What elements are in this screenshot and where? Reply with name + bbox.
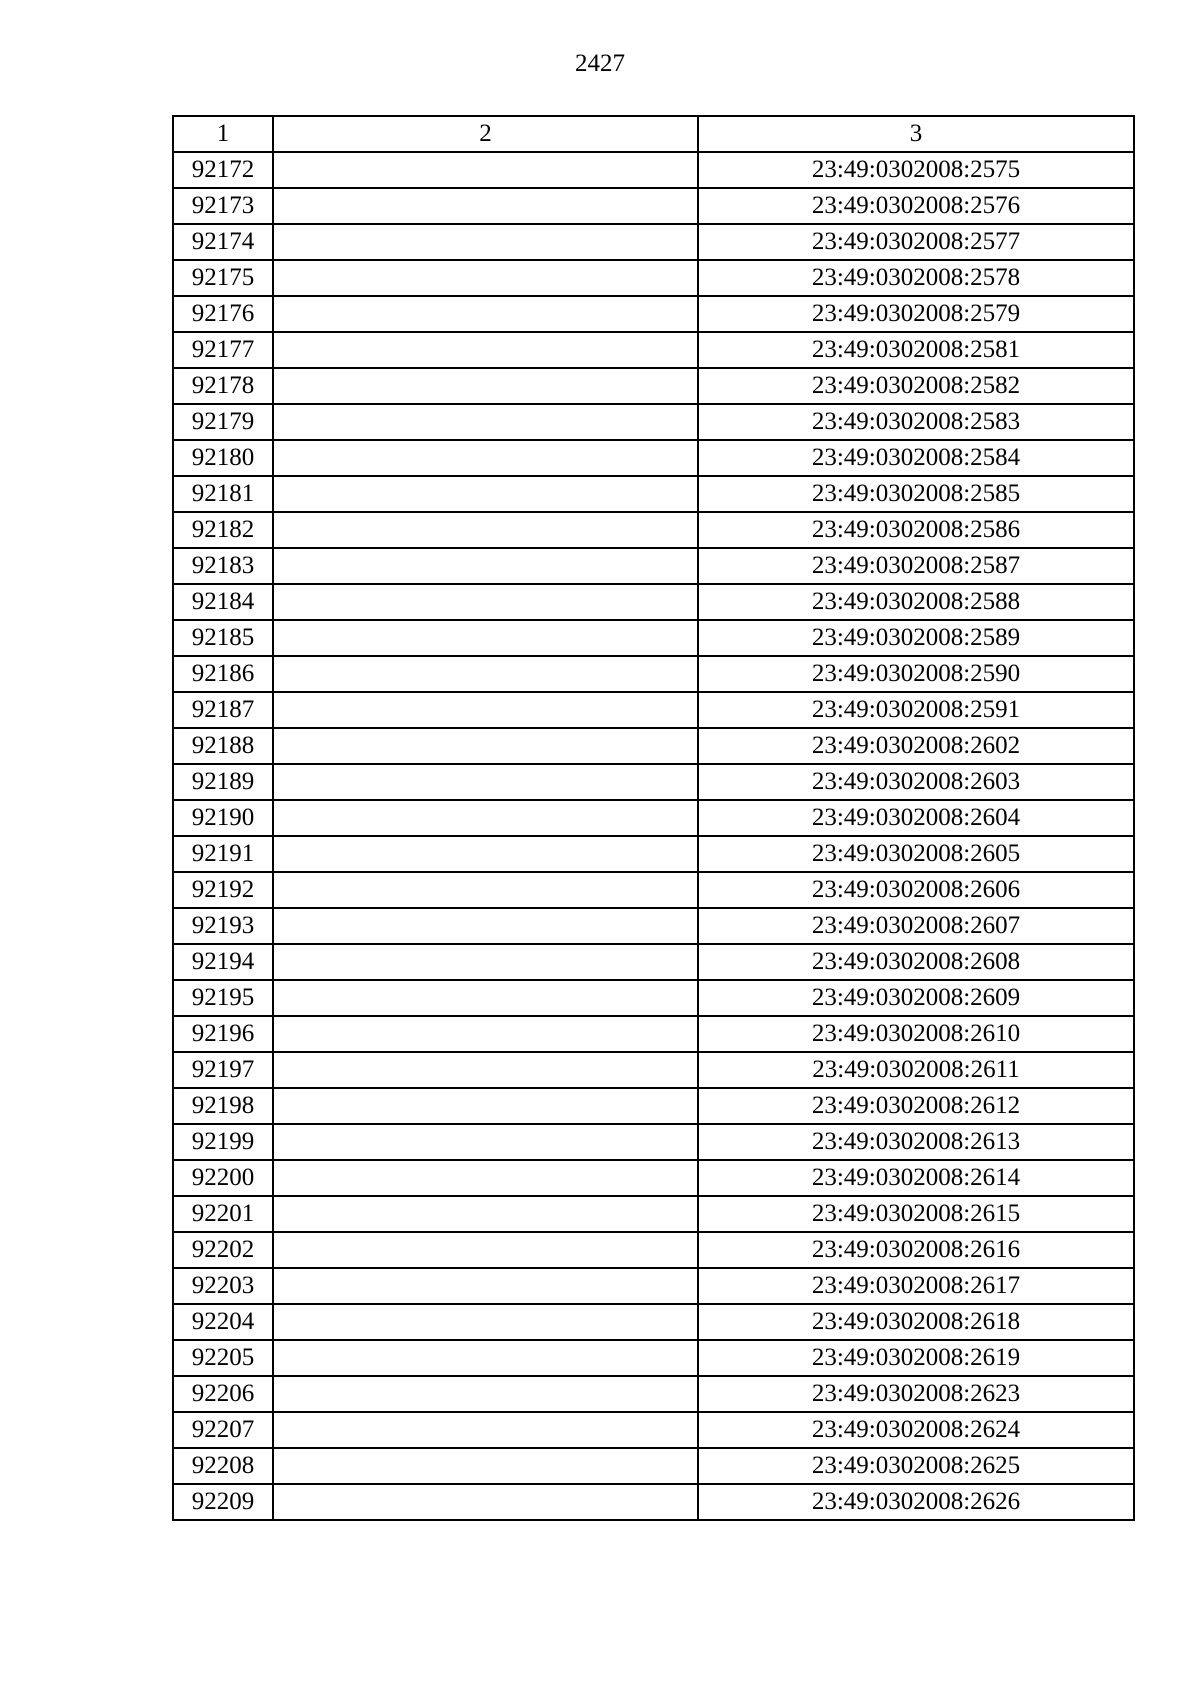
empty-cell xyxy=(273,620,698,656)
table-row xyxy=(173,764,1134,800)
row-number-cell: 92178 xyxy=(173,368,273,404)
row-number-cell: 92192 xyxy=(173,872,273,908)
empty-cell xyxy=(273,980,698,1016)
cadastral-number-cell: 23:49:0302008:2615 xyxy=(698,1196,1134,1232)
empty-cell xyxy=(273,188,698,224)
cadastral-number-cell: 23:49:0302008:2584 xyxy=(698,440,1134,476)
cadastral-number-cell: 23:49:0302008:2614 xyxy=(698,1160,1134,1196)
table-row xyxy=(173,1484,1134,1520)
cadastral-number-cell: 23:49:0302008:2591 xyxy=(698,692,1134,728)
empty-cell xyxy=(273,224,698,260)
empty-cell xyxy=(273,1124,698,1160)
row-number-cell: 92187 xyxy=(173,692,273,728)
table-row xyxy=(173,548,1134,584)
empty-cell xyxy=(273,476,698,512)
empty-cell xyxy=(273,548,698,584)
registry-table xyxy=(172,115,1135,1521)
empty-cell xyxy=(273,296,698,332)
cadastral-number-cell: 23:49:0302008:2623 xyxy=(698,1376,1134,1412)
table-row xyxy=(173,728,1134,764)
row-number-cell: 92185 xyxy=(173,620,273,656)
table-row xyxy=(173,980,1134,1016)
cadastral-number-cell: 23:49:0302008:2619 xyxy=(698,1340,1134,1376)
cadastral-number-cell: 23:49:0302008:2582 xyxy=(698,368,1134,404)
row-number-cell: 92201 xyxy=(173,1196,273,1232)
cadastral-number-cell: 23:49:0302008:2575 xyxy=(698,152,1134,188)
cadastral-number-cell: 23:49:0302008:2577 xyxy=(698,224,1134,260)
row-number-cell: 92205 xyxy=(173,1340,273,1376)
cadastral-number-cell: 23:49:0302008:2624 xyxy=(698,1412,1134,1448)
table-row xyxy=(173,1304,1134,1340)
table-row xyxy=(173,692,1134,728)
empty-cell xyxy=(273,908,698,944)
table-row xyxy=(173,1016,1134,1052)
table-row xyxy=(173,188,1134,224)
row-number-cell: 92189 xyxy=(173,764,273,800)
table-row xyxy=(173,404,1134,440)
row-number-cell: 92184 xyxy=(173,584,273,620)
row-number-cell: 92186 xyxy=(173,656,273,692)
row-number-cell: 92209 xyxy=(173,1484,273,1520)
empty-cell xyxy=(273,1412,698,1448)
empty-cell xyxy=(273,440,698,476)
empty-cell xyxy=(273,836,698,872)
table-row xyxy=(173,620,1134,656)
table-row xyxy=(173,1160,1134,1196)
row-number-cell: 92199 xyxy=(173,1124,273,1160)
cadastral-number-cell: 23:49:0302008:2587 xyxy=(698,548,1134,584)
table-row xyxy=(173,476,1134,512)
table-row xyxy=(173,908,1134,944)
table-row xyxy=(173,152,1134,188)
cadastral-number-cell: 23:49:0302008:2583 xyxy=(698,404,1134,440)
cadastral-number-cell: 23:49:0302008:2626 xyxy=(698,1484,1134,1520)
cadastral-number-cell: 23:49:0302008:2625 xyxy=(698,1448,1134,1484)
row-number-cell: 92175 xyxy=(173,260,273,296)
empty-cell xyxy=(273,512,698,548)
column-header-2: 2 xyxy=(273,116,698,152)
row-number-cell: 92200 xyxy=(173,1160,273,1196)
table-row xyxy=(173,224,1134,260)
row-number-cell: 92194 xyxy=(173,944,273,980)
row-number-cell: 92203 xyxy=(173,1268,273,1304)
cadastral-number-cell: 23:49:0302008:2605 xyxy=(698,836,1134,872)
cadastral-number-cell: 23:49:0302008:2608 xyxy=(698,944,1134,980)
row-number-cell: 92176 xyxy=(173,296,273,332)
cadastral-number-cell: 23:49:0302008:2588 xyxy=(698,584,1134,620)
row-number-cell: 92191 xyxy=(173,836,273,872)
cadastral-number-cell: 23:49:0302008:2589 xyxy=(698,620,1134,656)
empty-cell xyxy=(273,368,698,404)
cadastral-number-cell: 23:49:0302008:2576 xyxy=(698,188,1134,224)
table-row xyxy=(173,296,1134,332)
empty-cell xyxy=(273,764,698,800)
cadastral-number-cell: 23:49:0302008:2611 xyxy=(698,1052,1134,1088)
row-number-cell: 92196 xyxy=(173,1016,273,1052)
table-row xyxy=(173,1268,1134,1304)
row-number-cell: 92177 xyxy=(173,332,273,368)
empty-cell xyxy=(273,944,698,980)
table-row xyxy=(173,1124,1134,1160)
column-header-3: 3 xyxy=(698,116,1134,152)
table-row xyxy=(173,584,1134,620)
cadastral-number-cell: 23:49:0302008:2604 xyxy=(698,800,1134,836)
table-row xyxy=(173,440,1134,476)
row-number-cell: 92202 xyxy=(173,1232,273,1268)
empty-cell xyxy=(273,1016,698,1052)
column-header-1: 1 xyxy=(173,116,273,152)
cadastral-number-cell: 23:49:0302008:2609 xyxy=(698,980,1134,1016)
table-row xyxy=(173,332,1134,368)
table-row xyxy=(173,836,1134,872)
empty-cell xyxy=(273,260,698,296)
cadastral-number-cell: 23:49:0302008:2618 xyxy=(698,1304,1134,1340)
table-row xyxy=(173,260,1134,296)
empty-cell xyxy=(273,656,698,692)
empty-cell xyxy=(273,1160,698,1196)
empty-cell xyxy=(273,1484,698,1520)
cadastral-number-cell: 23:49:0302008:2586 xyxy=(698,512,1134,548)
row-number-cell: 92173 xyxy=(173,188,273,224)
table-row xyxy=(173,1232,1134,1268)
table-row xyxy=(173,1196,1134,1232)
empty-cell xyxy=(273,1340,698,1376)
empty-cell xyxy=(273,1088,698,1124)
empty-cell xyxy=(273,152,698,188)
empty-cell xyxy=(273,1196,698,1232)
row-number-cell: 92181 xyxy=(173,476,273,512)
row-number-cell: 92172 xyxy=(173,152,273,188)
table-row xyxy=(173,872,1134,908)
row-number-cell: 92183 xyxy=(173,548,273,584)
table-row xyxy=(173,1448,1134,1484)
cadastral-number-cell: 23:49:0302008:2590 xyxy=(698,656,1134,692)
cadastral-number-cell: 23:49:0302008:2602 xyxy=(698,728,1134,764)
row-number-cell: 92179 xyxy=(173,404,273,440)
page-number: 2427 xyxy=(575,50,625,77)
table-row xyxy=(173,368,1134,404)
empty-cell xyxy=(273,1268,698,1304)
row-number-cell: 92206 xyxy=(173,1376,273,1412)
cadastral-number-cell: 23:49:0302008:2616 xyxy=(698,1232,1134,1268)
row-number-cell: 92208 xyxy=(173,1448,273,1484)
empty-cell xyxy=(273,332,698,368)
header-row xyxy=(173,116,1134,152)
table-row xyxy=(173,1376,1134,1412)
table-header xyxy=(173,116,1134,152)
row-number-cell: 92195 xyxy=(173,980,273,1016)
row-number-cell: 92188 xyxy=(173,728,273,764)
empty-cell xyxy=(273,728,698,764)
cadastral-number-cell: 23:49:0302008:2585 xyxy=(698,476,1134,512)
row-number-cell: 92174 xyxy=(173,224,273,260)
cadastral-number-cell: 23:49:0302008:2579 xyxy=(698,296,1134,332)
row-number-cell: 92207 xyxy=(173,1412,273,1448)
row-number-cell: 92182 xyxy=(173,512,273,548)
cadastral-number-cell: 23:49:0302008:2617 xyxy=(698,1268,1134,1304)
table-row xyxy=(173,800,1134,836)
row-number-cell: 92197 xyxy=(173,1052,273,1088)
cadastral-number-cell: 23:49:0302008:2613 xyxy=(698,1124,1134,1160)
table-row xyxy=(173,1340,1134,1376)
cadastral-number-cell: 23:49:0302008:2578 xyxy=(698,260,1134,296)
empty-cell xyxy=(273,1304,698,1340)
empty-cell xyxy=(273,1232,698,1268)
row-number-cell: 92180 xyxy=(173,440,273,476)
row-number-cell: 92193 xyxy=(173,908,273,944)
cadastral-number-cell: 23:49:0302008:2603 xyxy=(698,764,1134,800)
table-body xyxy=(173,152,1134,1520)
cadastral-number-cell: 23:49:0302008:2581 xyxy=(698,332,1134,368)
row-number-cell: 92198 xyxy=(173,1088,273,1124)
empty-cell xyxy=(273,1052,698,1088)
table-row xyxy=(173,1052,1134,1088)
table-row xyxy=(173,512,1134,548)
empty-cell xyxy=(273,1376,698,1412)
empty-cell xyxy=(273,872,698,908)
row-number-cell: 92204 xyxy=(173,1304,273,1340)
table-row xyxy=(173,944,1134,980)
cadastral-number-cell: 23:49:0302008:2607 xyxy=(698,908,1134,944)
cadastral-number-cell: 23:49:0302008:2610 xyxy=(698,1016,1134,1052)
empty-cell xyxy=(273,800,698,836)
cadastral-number-cell: 23:49:0302008:2606 xyxy=(698,872,1134,908)
cadastral-number-cell: 23:49:0302008:2612 xyxy=(698,1088,1134,1124)
empty-cell xyxy=(273,584,698,620)
empty-cell xyxy=(273,404,698,440)
empty-cell xyxy=(273,692,698,728)
row-number-cell: 92190 xyxy=(173,800,273,836)
table-row xyxy=(173,1412,1134,1448)
table-row xyxy=(173,1088,1134,1124)
empty-cell xyxy=(273,1448,698,1484)
table-row xyxy=(173,656,1134,692)
